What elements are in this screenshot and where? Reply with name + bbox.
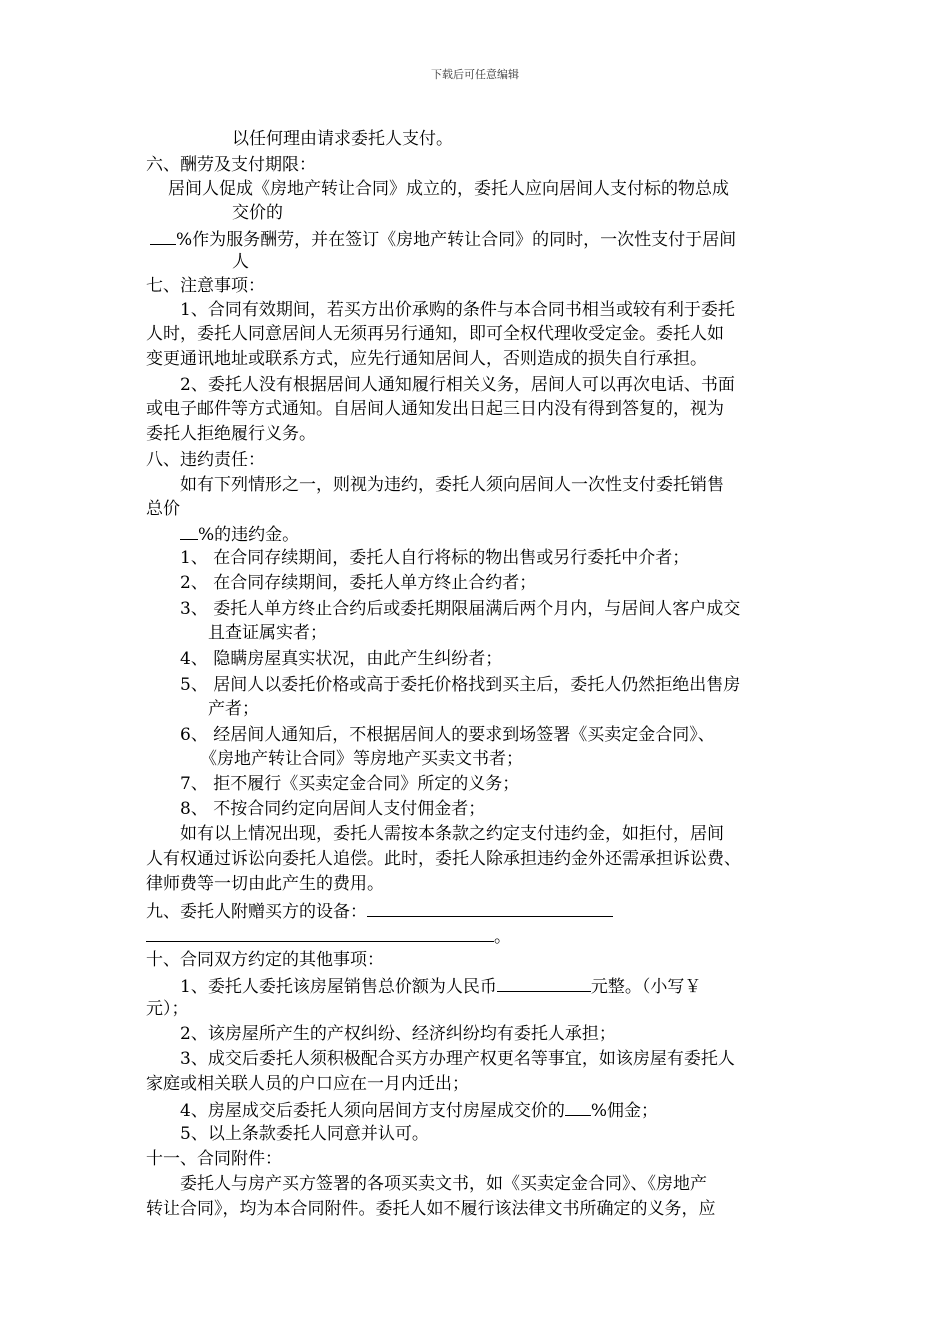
text-span: 1、委托人委托该房屋销售总价额为人民币 bbox=[180, 977, 497, 997]
section-heading-9 bbox=[146, 898, 613, 924]
list-item: 4、 隐瞒房屋真实状况，由此产生纠纷者； bbox=[180, 649, 503, 669]
list-item-cont: 产者； bbox=[208, 699, 259, 719]
text-span: 元整。（小写￥ bbox=[590, 977, 702, 997]
text-line bbox=[180, 521, 299, 547]
text-line: 人 bbox=[232, 252, 249, 272]
text-line: 变更通讯地址或联系方式，应先行通知居间人，否则造成的损失自行承担。 bbox=[146, 349, 707, 369]
text-line bbox=[150, 226, 736, 252]
blank-field bbox=[146, 923, 494, 942]
page-header: 下载后可任意编辑 bbox=[431, 68, 519, 81]
text-line bbox=[146, 923, 511, 949]
blank-field bbox=[150, 226, 176, 245]
list-item: 8、 不按合同约定向居间人支付佣金者； bbox=[180, 799, 486, 819]
list-item-cont: 且查证属实者； bbox=[208, 623, 327, 643]
list-item: 7、 拒不履行《买卖定金合同》所定的义务； bbox=[180, 774, 520, 794]
text-line: 转让合同》，均为本合同附件。委托人如不履行该法律文书所确定的义务，应 bbox=[146, 1199, 716, 1219]
text-line: 以任何理由请求委托人支付。 bbox=[232, 129, 453, 149]
text-span: 九、委托人附赠买方的设备： bbox=[146, 902, 367, 922]
list-item: 2、 在合同存续期间，委托人单方终止合约者； bbox=[180, 573, 537, 593]
blank-field bbox=[367, 898, 613, 917]
text-line: 委托人与房产买方签署的各项买卖文书，如《买卖定金合同》、《房地产 bbox=[180, 1174, 707, 1194]
text-line: 5、以上条款委托人同意并认可。 bbox=[180, 1124, 429, 1144]
blank-field bbox=[565, 1097, 591, 1116]
text-span: %作为服务酬劳，并在签订《房地产转让合同》的同时，一次性支付于居间 bbox=[176, 230, 737, 250]
list-item: 6、 经居间人通知后，不根据居间人的要求到场签署《买卖定金合同》、 bbox=[180, 725, 715, 745]
text-span: 。 bbox=[494, 927, 511, 947]
text-line: 家庭或相关联人员的户口应在一月内迁出； bbox=[146, 1074, 469, 1094]
text-line: 居间人促成《房地产转让合同》成立的，委托人应向居间人支付标的物总成 bbox=[168, 179, 729, 199]
section-heading-10: 十、合同双方约定的其他事项： bbox=[146, 950, 384, 970]
text-span: %佣金； bbox=[590, 1101, 658, 1121]
text-line: 律师费等一切由此产生的费用。 bbox=[146, 874, 384, 894]
list-item: 5、 居间人以委托价格或高于委托价格找到买主后，委托人仍然拒绝出售房 bbox=[180, 675, 741, 695]
text-line: 交价的 bbox=[232, 203, 283, 223]
text-line bbox=[180, 1097, 658, 1123]
section-heading-7: 七、注意事项： bbox=[146, 276, 265, 296]
list-item-cont: 《房地产转让合同》等房地产买卖文书者； bbox=[200, 749, 523, 769]
text-line: 委托人拒绝履行义务。 bbox=[146, 424, 316, 444]
text-line: 元）； bbox=[146, 999, 189, 1019]
text-line: 人时，委托人同意居间人无须再另行通知，即可全权代理收受定金。委托人如 bbox=[146, 324, 724, 344]
text-line: 或电子邮件等方式通知。自居间人通知发出日起三日内没有得到答复的，视为 bbox=[146, 399, 724, 419]
text-line: 如有下列情形之一，则视为违约，委托人须向居间人一次性支付委托销售 bbox=[180, 475, 724, 495]
section-heading-6: 六、酬劳及支付期限： bbox=[146, 155, 316, 175]
text-span: 4、房屋成交后委托人须向居间方支付房屋成交价的 bbox=[180, 1101, 565, 1121]
text-line: 3、成交后委托人须积极配合买方办理产权更名等事宜，如该房屋有委托人 bbox=[180, 1049, 735, 1069]
text-span: %的违约金。 bbox=[198, 525, 300, 545]
blank-field bbox=[180, 521, 198, 540]
blank-field bbox=[497, 973, 591, 992]
text-line: 2、该房屋所产生的产权纠纷、经济纠纷均有委托人承担； bbox=[180, 1024, 616, 1044]
section-heading-8: 八、违约责任： bbox=[146, 450, 265, 470]
text-line: 1、合同有效期间，若买方出价承购的条件与本合同书相当或较有利于委托 bbox=[180, 300, 735, 320]
text-line bbox=[180, 973, 701, 999]
text-line: 2、委托人没有根据居间人通知履行相关义务，居间人可以再次电话、书面 bbox=[180, 375, 735, 395]
text-line: 如有以上情况出现，委托人需按本条款之约定支付违约金，如拒付，居间 bbox=[180, 824, 724, 844]
list-item: 3、 委托人单方终止合约后或委托期限届满后两个月内，与居间人客户成交 bbox=[180, 599, 741, 619]
list-item: 1、 在合同存续期间，委托人自行将标的物出售或另行委托中介者； bbox=[180, 548, 690, 568]
text-line: 总价 bbox=[146, 499, 180, 519]
text-line: 人有权通过诉讼向委托人追偿。此时，委托人除承担违约金外还需承担诉讼费、 bbox=[146, 849, 741, 869]
section-heading-11: 十一、合同附件： bbox=[146, 1149, 282, 1169]
